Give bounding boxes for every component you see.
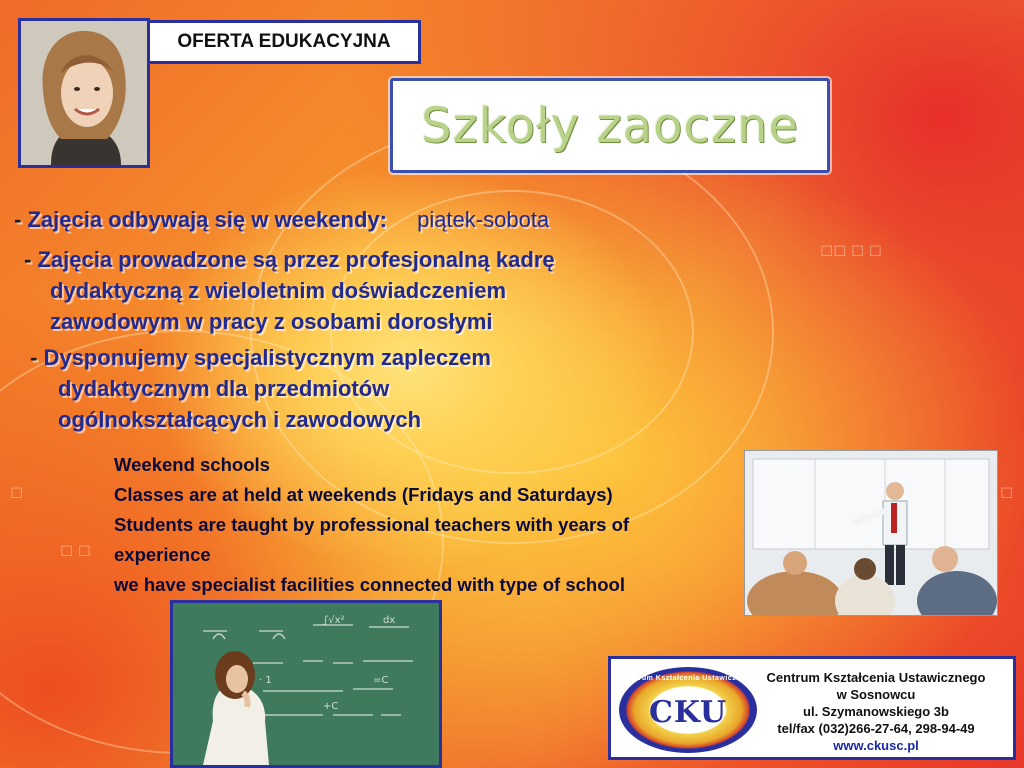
- bullet-text: dydaktycznym dla przedmiotów: [58, 376, 390, 401]
- portrait-photo: [18, 18, 150, 168]
- bullet-text: Dysponujemy specjalistycznym zapleczem: [43, 345, 491, 370]
- english-line: Classes are at held at weekends (Fridays and Saturdays): [114, 484, 613, 505]
- education-offer-badge: OFERTA EDUKACYJNA: [147, 20, 421, 64]
- chalkboard-photo: [170, 600, 442, 768]
- title-box: [390, 78, 830, 173]
- bullet-text: zawodowym w pracy z osobami dorosłymi: [50, 309, 493, 334]
- svg-text:=C: =C: [373, 675, 389, 686]
- bullet-weekend: [14, 204, 549, 235]
- classroom-illustration: [745, 451, 997, 615]
- bullet-days: piątek-sobota: [417, 207, 550, 232]
- cku-logo: [619, 667, 757, 753]
- english-line: experience: [114, 544, 211, 565]
- bullet-facilities: [30, 342, 491, 435]
- institution-name: Centrum Kształcenia Ustawicznego: [766, 670, 986, 685]
- institution-city: w Sosnowcu: [836, 687, 916, 702]
- bullet-dash: -: [30, 345, 38, 370]
- chalkboard-illustration: [173, 603, 439, 765]
- svg-text:dx: dx: [383, 615, 396, 626]
- website-link[interactable]: www.ckusc.pl: [833, 738, 919, 753]
- decorative-glyph: ◻ ◻: [60, 542, 92, 559]
- bullet-text: dydaktyczną z wieloletnim doświadczeniem: [50, 278, 507, 303]
- page-title: Szkoły zaoczne: [421, 97, 799, 154]
- bullet-dash: -: [24, 247, 32, 272]
- logo-ring-text: Centrum Kształcenia Ustawicznego: [621, 675, 755, 682]
- decorative-glyph: ◻◻ ◻ ◻: [820, 242, 883, 259]
- contact-box: [608, 656, 1016, 760]
- english-line: we have specialist facilities connected with type of school: [114, 574, 625, 595]
- bullet-text: Zajęcia odbywają się w weekendy:: [27, 207, 387, 232]
- decorative-glyph: ◻: [1000, 484, 1014, 501]
- english-line: Weekend schools: [114, 454, 270, 475]
- institution-phone: tel/fax (032)266-27-64, 298-94-49: [777, 721, 975, 736]
- contact-details: [745, 669, 1007, 754]
- woman-portrait-illustration: [21, 21, 147, 165]
- bullet-staff: [24, 244, 555, 337]
- bullet-dash: -: [14, 207, 22, 232]
- bullet-text: Zajęcia prowadzone są przez profesjonalną kadrę: [37, 247, 555, 272]
- decorative-glyph: ◻: [10, 484, 24, 501]
- svg-text:+C: +C: [323, 701, 339, 712]
- institution-address: ul. Szymanowskiego 3b: [803, 704, 949, 719]
- bullet-text: ogólnokształcących i zawodowych: [58, 407, 422, 432]
- logo-text: CKU: [648, 695, 728, 730]
- english-line: Students are taught by professional teachers with years of: [114, 514, 630, 535]
- classroom-photo: [744, 450, 998, 616]
- svg-text:· 1: · 1: [259, 675, 272, 686]
- svg-text:∫√x²: ∫√x²: [323, 615, 345, 626]
- english-translation: [114, 450, 754, 600]
